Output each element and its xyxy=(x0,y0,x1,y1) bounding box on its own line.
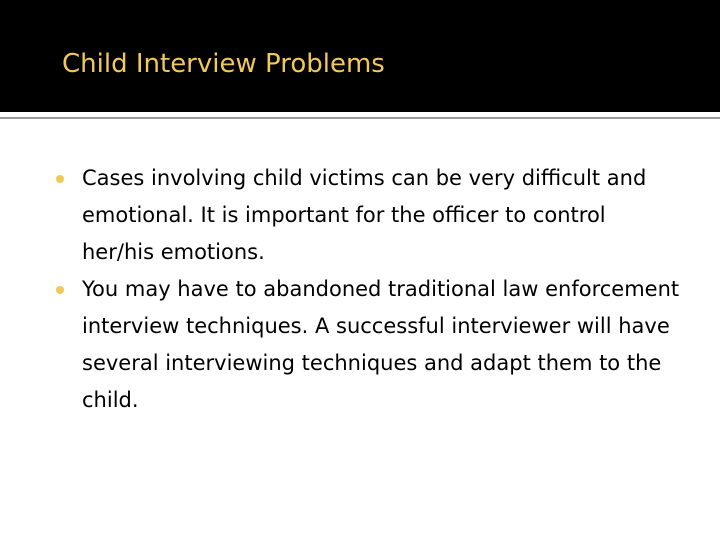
bullet-text: Cases involving child victims can be very difficult and emotional. It is important for the officer to control her/his emotions. xyxy=(82,166,647,264)
title-divider-line xyxy=(0,117,720,119)
title-divider xyxy=(0,112,720,116)
bullet-item xyxy=(44,271,684,419)
title-band xyxy=(0,0,720,112)
bullet-text: You may have to abandoned traditional law enforcement interview techniques. A successful interviewer will have several interviewing techniques and adapt them to the child. xyxy=(82,277,680,412)
bullet-list xyxy=(44,160,684,419)
bullet-dot-icon xyxy=(56,286,64,294)
bullet-dot-icon xyxy=(56,175,64,183)
bullet-item xyxy=(44,160,684,271)
slide-title: Child Interview Problems xyxy=(62,49,385,79)
